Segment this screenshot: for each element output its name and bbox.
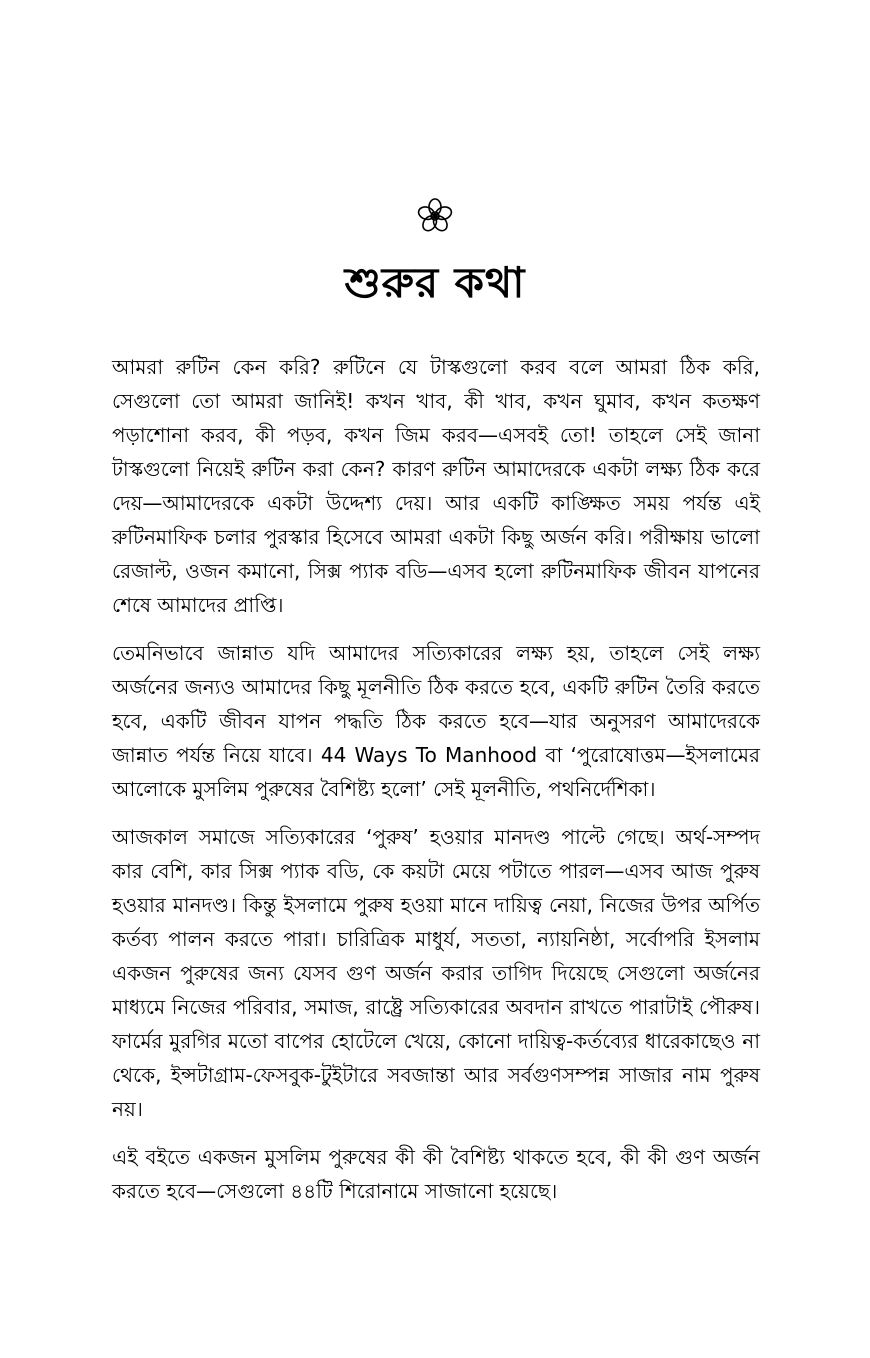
chapter-title: শুরুর কথা (344, 258, 526, 307)
paragraph-4: এই বইতে একজন মুসলিম পুরুষের কী কী বৈশিষ্ট্য থাকতে হবে, কী কী গুণ অর্জন করতে হবে—সেগুলো ৪৪টি শিরোনামে সাজানো হয়েছে। (112, 1145, 760, 1203)
flower-ornament-icon (415, 196, 455, 236)
paragraph-2: তেমনিভাবে জান্নাত যদি আমাদের সত্যিকারের লক্ষ্য হয়, তাহলে সেই লক্ষ্য অর্জনের জন্যও আমাদের কিছু মূলনীতি ঠিক করতে হবে, একটি রুটিন তৈরি করতে হবে, একটি জীবন যাপন পদ্ধতি ঠিক করতে হবে—যার অনুসরণ আমাদেরকে জান্নাত পর্যন্ত নিয়ে যাবে। 44 Ways To Manhood বা ‘পুরোষোত্তম—ইসলামের আলোকে মুসলিম পুরুষের বৈশিষ্ট্য হলো’ সেই মূলনীতি, পথনির্দেশিকা। (112, 641, 760, 801)
paragraph-3: আজকাল সমাজে সত্যিকারের ‘পুরুষ’ হওয়ার মানদণ্ড পাল্টে গেছে। অর্থ-সম্পদ কার বেশি, কার সিক্স প্যাক বডি, কে কয়টা মেয়ে পটাতে পারল—এসব আজ পুরুষ হওয়ার মানদণ্ড। কিন্তু ইসলামে পুরুষ হওয়া মানে দায়িত্ব নেয়া, নিজের উপর অর্পিত কর্তব্য পালন করতে পারা। চারিত্রিক মাধুর্য, সততা, ন্যায়নিষ্ঠা, সর্বোপরি ইসলাম একজন পুরুষের জন্য যেসব গুণ অর্জন করার তাগিদ দিয়েছে সেগুলো অর্জনের মাধ্যমে নিজের পরিবার, সমাজ, রাষ্ট্রে সত্যিকারের অবদান রাখতে পারাটাই পৌরুষ। ফার্মের মুরগির মতো বাপের হোটেলে খেয়ে, কোনো দায়িত্ব-কর্তব্যের ধারেকাছেও না থেকে, ইন্সটাগ্রাম-ফেসবুক-টুইটারে সবজান্তা আর সর্বগুণসম্পন্ন সাজার নাম পুরুষ নয়। (112, 825, 760, 1121)
body-text (112, 350, 760, 1222)
ornament (0, 196, 870, 240)
paragraph-1: আমরা রুটিন কেন করি? রুটিনে যে টাস্কগুলো করব বলে আমরা ঠিক করি, সেগুলো তো আমরা জানিই! কখন খাব, কী খাব, কখন ঘুমাব, কখন কতক্ষণ পড়াশোনা করব, কী পড়ব, কখন জিম করব—এসবই তো! তাহলে সেই জানা টাস্কগুলো নিয়েই রুটিন করা কেন? কারণ রুটিন আমাদেরকে একটা লক্ষ্য ঠিক করে দেয়—আমাদেরকে একটা উদ্দেশ্য দেয়। আর একটি কাঙ্ক্ষিত সময় পর্যন্ত এই রুটিনমাফিক চলার পুরস্কার হিসেবে আমরা একটা কিছু অর্জন করি। পরীক্ষায় ভালো রেজাল্ট, ওজন কমানো, সিক্স প্যাক বডি—এসব হলো রুটিনমাফিক জীবন যাপনের শেষে আমাদের প্রাপ্তি। (112, 355, 760, 617)
